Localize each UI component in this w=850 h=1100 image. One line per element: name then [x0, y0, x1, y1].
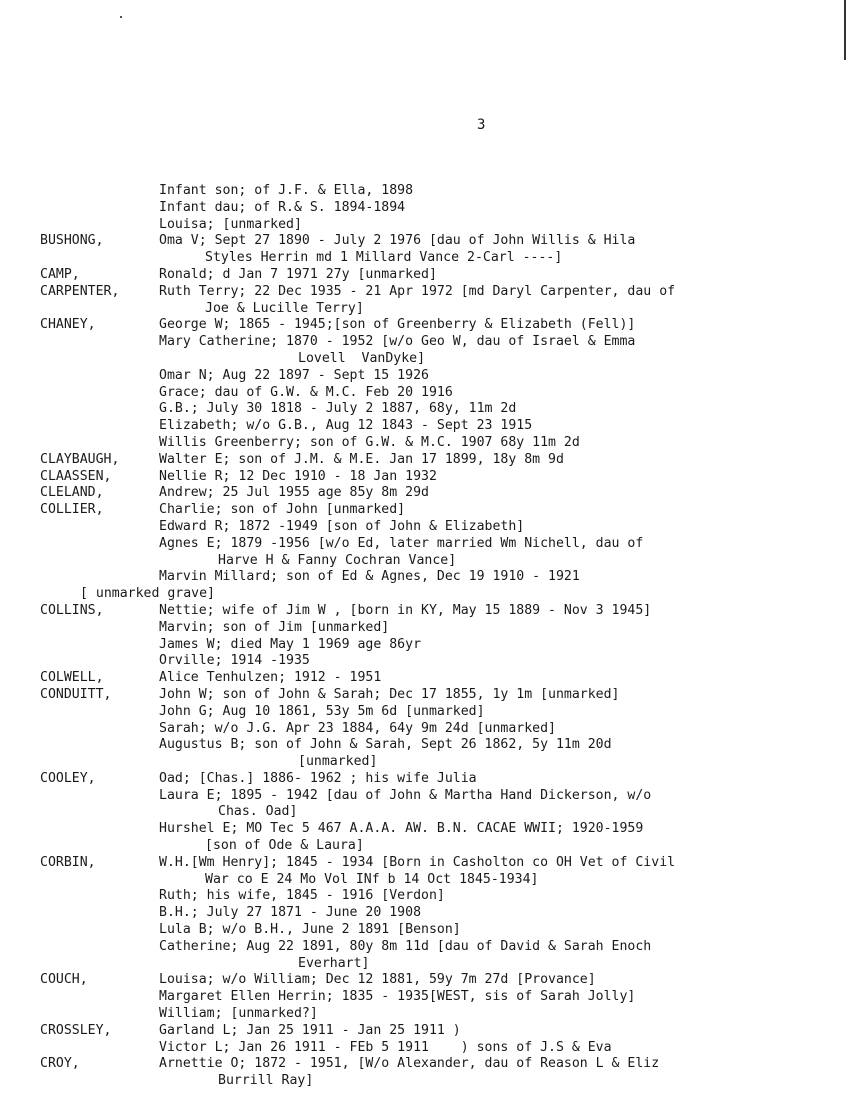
entry-line: [0, 771, 850, 788]
entry-text: Nettie; wife of Jim W , [born in KY, May 15 1889 - Nov 3 1945]: [159, 602, 652, 618]
entry-text: Ruth; his wife, 1845 - 1916 [Verdon]: [159, 888, 445, 904]
entry-text: Nellie R; 12 Dec 1910 - 18 Jan 1932: [159, 468, 437, 484]
entry-line: [0, 1040, 850, 1057]
entry-text: William; [unmarked?]: [159, 1006, 318, 1022]
entry-text: Joe & Lucille Terry]: [205, 300, 364, 316]
entry-line: [0, 872, 850, 889]
entry-text: Ruth Terry; 22 Dec 1935 - 21 Apr 1972 [md Daryl Carpenter, dau of: [159, 283, 676, 299]
entry-text: Everhart]: [298, 955, 370, 971]
entry-text: [unmarked]: [298, 754, 378, 770]
entry-line: [0, 233, 850, 250]
entry-text: Louisa; [unmarked]: [159, 216, 302, 232]
entry-line: [0, 435, 850, 452]
entry-line: [0, 620, 850, 637]
entry-text: G.B.; July 30 1818 - July 2 1887, 68y, 11m 2d: [159, 401, 517, 417]
entry-line: [0, 721, 850, 738]
surname-label: CROSSLEY,: [40, 1022, 112, 1038]
entry-text: Victor L; Jan 26 1911 - FEb 5 1911 ) sons of J.S & Eva: [159, 1039, 612, 1055]
entry-line: [0, 603, 850, 620]
scan-edge-line: [844, 0, 846, 60]
entry-line: [0, 200, 850, 217]
entry-line: [0, 754, 850, 771]
cemetery-entries-list: [0, 183, 850, 1090]
entry-line: [0, 788, 850, 805]
entry-text: John W; son of John & Sarah; Dec 17 1855, 1y 1m [unmarked]: [159, 686, 620, 702]
entry-text: Infant dau; of R.& S. 1894-1894: [159, 199, 406, 215]
entry-text: Margaret Ellen Herrin; 1835 - 1935[WEST, sis of Sarah Jolly]: [159, 989, 636, 1005]
entry-text: Oad; [Chas.] 1886- 1962 ; his wife Julia: [159, 770, 477, 786]
entry-text: Louisa; w/o William; Dec 12 1881, 59y 7m 27d [Provance]: [159, 972, 596, 988]
entry-line: [0, 1006, 850, 1023]
entry-line: [0, 939, 850, 956]
page-number: 3: [477, 117, 486, 133]
entry-text: Hurshel E; MO Tec 5 467 A.A.A. AW. B.N. CACAE WWII; 1920-1959: [159, 821, 644, 837]
entry-text: Oma V; Sept 27 1890 - July 2 1976 [dau of John Willis & Hila: [159, 233, 636, 249]
entry-text: B.H.; July 27 1871 - June 20 1908: [159, 905, 422, 921]
surname-label: CLAYBAUGH,: [40, 451, 120, 467]
entry-text: [ unmarked grave]: [80, 586, 215, 602]
entry-text: War co E 24 Mo Vol INf b 14 Oct 1845-1934]: [205, 871, 539, 887]
entry-text: Lovell VanDyke]: [298, 350, 426, 366]
entry-line: [0, 418, 850, 435]
entry-line: [0, 553, 850, 570]
entry-line: [0, 217, 850, 234]
entry-line: [0, 804, 850, 821]
entry-text: Garland L; Jan 25 1911 - Jan 25 1911 ): [159, 1022, 461, 1038]
entry-line: [0, 1056, 850, 1073]
entry-text: Agnes E; 1879 -1956 [w/o Ed, later married Wm Nichell, dau of: [159, 535, 644, 551]
stray-mark: [120, 16, 122, 18]
entry-text: Lula B; w/o B.H., June 2 1891 [Benson]: [159, 922, 461, 938]
entry-line: [0, 838, 850, 855]
entry-text: Burrill Ray]: [218, 1073, 314, 1089]
surname-label: COLLIER,: [40, 502, 104, 518]
entry-line: [0, 653, 850, 670]
surname-label: CORBIN,: [40, 854, 96, 870]
entry-text: Mary Catherine; 1870 - 1952 [w/o Geo W, dau of Israel & Emma: [159, 334, 636, 350]
entry-text: Andrew; 25 Jul 1955 age 85y 8m 29d: [159, 485, 429, 501]
surname-label: CONDUITT,: [40, 686, 112, 702]
entry-line: [0, 670, 850, 687]
entry-line: [0, 183, 850, 200]
entry-line: [0, 637, 850, 654]
entry-line: [0, 469, 850, 486]
entry-text: Omar N; Aug 22 1897 - Sept 15 1926: [159, 367, 429, 383]
entry-text: Ronald; d Jan 7 1971 27y [unmarked]: [159, 266, 437, 282]
entry-text: Chas. Oad]: [218, 804, 298, 820]
entry-line: [0, 888, 850, 905]
entry-line: [0, 284, 850, 301]
entry-text: James W; died May 1 1969 age 86yr: [159, 636, 422, 652]
entry-line: [0, 922, 850, 939]
surname-label: COUCH,: [40, 972, 88, 988]
entry-text: Walter E; son of J.M. & M.E. Jan 17 1899, 18y 8m 9d: [159, 451, 564, 467]
entry-line: [0, 317, 850, 334]
entry-text: Orville; 1914 -1935: [159, 653, 310, 669]
surname-label: CARPENTER,: [40, 283, 120, 299]
entry-text: Laura E; 1895 - 1942 [dau of John & Martha Hand Dickerson, w/o: [159, 787, 652, 803]
entry-line: [0, 502, 850, 519]
entry-line: [0, 569, 850, 586]
entry-text: [son of Ode & Laura]: [205, 838, 364, 854]
surname-label: CHANEY,: [40, 317, 96, 333]
entry-text: John G; Aug 10 1861, 53y 5m 6d [unmarked]: [159, 703, 485, 719]
entry-line: [0, 989, 850, 1006]
entry-line: [0, 905, 850, 922]
entry-line: [0, 334, 850, 351]
entry-line: [0, 401, 850, 418]
entry-text: Augustus B; son of John & Sarah, Sept 26 1862, 5y 11m 20d: [159, 737, 612, 753]
entry-text: Infant son; of J.F. & Ella, 1898: [159, 183, 414, 198]
entry-text: Elizabeth; w/o G.B., Aug 12 1843 - Sept 23 1915: [159, 418, 533, 434]
surname-label: CLAASSEN,: [40, 468, 112, 484]
entry-text: Willis Greenberry; son of G.W. & M.C. 1907 68y 11m 2d: [159, 434, 580, 450]
entry-text: Charlie; son of John [unmarked]: [159, 502, 406, 518]
surname-label: COOLEY,: [40, 770, 96, 786]
surname-label: COLWELL,: [40, 670, 104, 686]
entry-text: Harve H & Fanny Cochran Vance]: [218, 552, 457, 568]
entry-text: Edward R; 1872 -1949 [son of John & Elizabeth]: [159, 518, 525, 534]
surname-label: CROY,: [40, 1056, 80, 1072]
surname-label: COLLINS,: [40, 602, 104, 618]
entry-line: [0, 1023, 850, 1040]
entry-text: Marvin; son of Jim [unmarked]: [159, 619, 390, 635]
entry-text: Alice Tenhulzen; 1912 - 1951: [159, 670, 382, 686]
entry-text: Catherine; Aug 22 1891, 80y 8m 11d [dau of David & Sarah Enoch: [159, 938, 652, 954]
entry-text: Sarah; w/o J.G. Apr 23 1884, 64y 9m 24d [unmarked]: [159, 720, 556, 736]
surname-label: BUSHONG,: [40, 233, 104, 249]
entry-line: [0, 351, 850, 368]
entry-line: [0, 452, 850, 469]
entry-line: [0, 687, 850, 704]
entry-line: [0, 855, 850, 872]
entry-line: [0, 519, 850, 536]
entry-text: Grace; dau of G.W. & M.C. Feb 20 1916: [159, 384, 453, 400]
entry-line: [0, 972, 850, 989]
entry-line: [0, 536, 850, 553]
entry-line: [0, 250, 850, 267]
entry-line: [0, 368, 850, 385]
entry-text: Arnettie O; 1872 - 1951, [W/o Alexander, dau of Reason L & Eliz: [159, 1056, 660, 1072]
entry-line: [0, 586, 850, 603]
entry-line: [0, 301, 850, 318]
entry-text: George W; 1865 - 1945;[son of Greenberry & Elizabeth (Fell)]: [159, 317, 636, 333]
entry-line: [0, 1073, 850, 1090]
surname-label: CLELAND,: [40, 485, 104, 501]
entry-line: [0, 704, 850, 721]
entry-line: [0, 737, 850, 754]
entry-text: Marvin Millard; son of Ed & Agnes, Dec 19 1910 - 1921: [159, 569, 580, 585]
entry-line: [0, 956, 850, 973]
entry-line: [0, 821, 850, 838]
surname-label: CAMP,: [40, 266, 80, 282]
entry-text: W.H.[Wm Henry]; 1845 - 1934 [Born in Casholton co OH Vet of Civil: [159, 854, 676, 870]
entry-line: [0, 385, 850, 402]
entry-line: [0, 267, 850, 284]
entry-line: [0, 485, 850, 502]
entry-text: Styles Herrin md 1 Millard Vance 2-Carl ----]: [205, 250, 563, 266]
